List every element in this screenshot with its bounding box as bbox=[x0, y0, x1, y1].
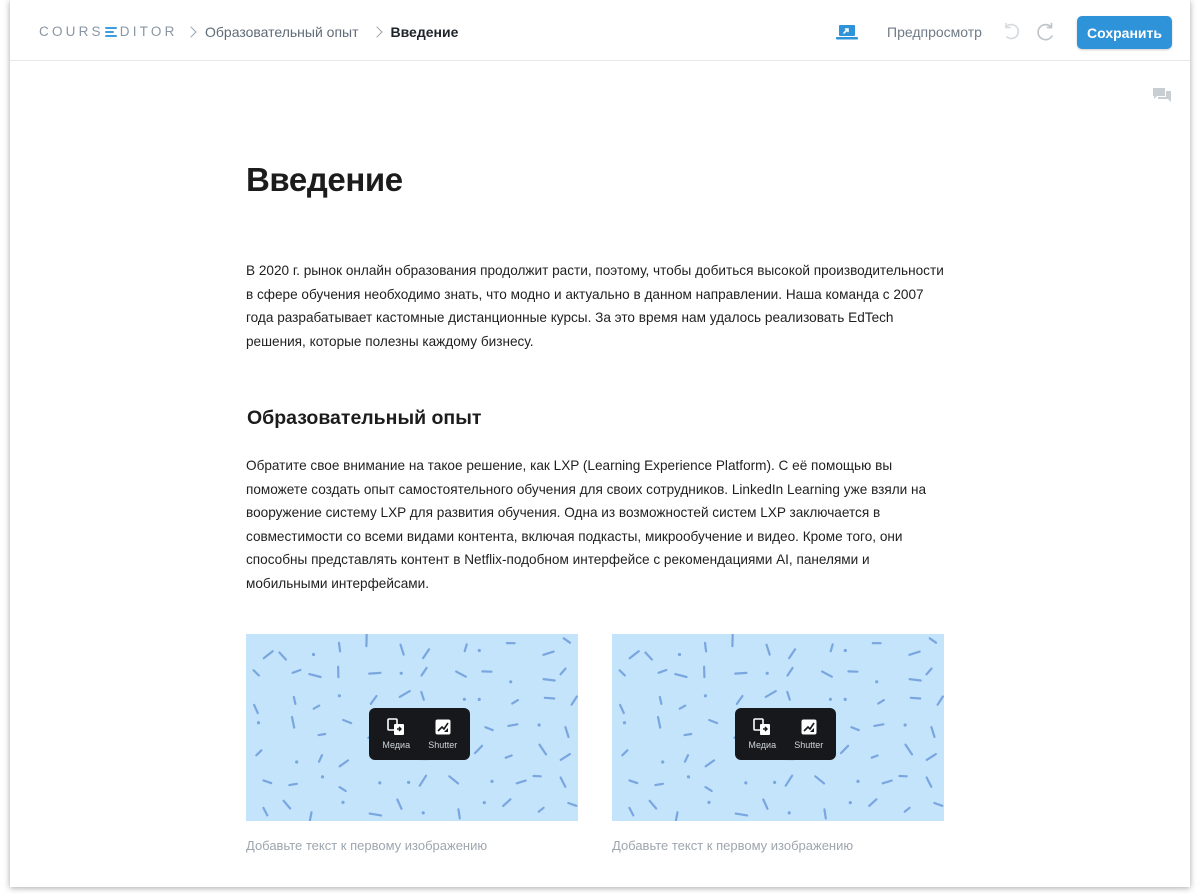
chevron-right-icon bbox=[185, 26, 196, 37]
shutter-button[interactable] bbox=[787, 718, 831, 750]
logo-text-left: COURS bbox=[39, 24, 104, 39]
chevron-right-icon bbox=[371, 26, 382, 37]
image-placeholder[interactable] bbox=[612, 634, 944, 821]
breadcrumb-item-section[interactable]: Образовательный опыт bbox=[205, 24, 359, 40]
image-caption-input[interactable]: Добавьте текст к первому изображению bbox=[612, 838, 854, 853]
preview-button[interactable]: Предпросмотр bbox=[887, 24, 982, 40]
media-label: Медиа bbox=[748, 740, 777, 750]
shutter-icon bbox=[434, 718, 452, 736]
shutter-button[interactable] bbox=[421, 718, 465, 750]
media-button[interactable] bbox=[740, 718, 784, 750]
comments-icon[interactable] bbox=[1152, 86, 1172, 106]
coursediter-logo[interactable] bbox=[39, 24, 178, 40]
image-placeholder[interactable] bbox=[246, 634, 578, 821]
shutter-label: Shutter bbox=[428, 740, 458, 750]
intro-paragraph[interactable]: В 2020 г. рынок онлайн образования продолжит расти, поэтому, чтобы добиться высокой производительности в сфере обучения необходимо знать, что модно и актуально в данном направлении. Наша команда с 2007 года разрабатывает кастомные дистанционные курсы. За это время нам удалось реализовать EdTech решения, которые полезны каждому бизнесу. bbox=[246, 263, 944, 349]
redo-icon[interactable] bbox=[1036, 22, 1056, 42]
save-button[interactable]: Сохранить bbox=[1077, 16, 1172, 49]
image-caption-input[interactable]: Добавьте текст к первому изображению bbox=[246, 838, 488, 853]
shutter-label: Shutter bbox=[794, 740, 824, 750]
laptop-arrow-icon[interactable] bbox=[836, 23, 858, 41]
media-swap-icon bbox=[387, 718, 405, 736]
section-heading[interactable]: Образовательный опыт bbox=[247, 407, 482, 429]
undo-icon[interactable] bbox=[1002, 22, 1020, 40]
logo-text-right: DITOR bbox=[119, 24, 178, 39]
section-paragraph[interactable]: Обратите свое внимание на такое решение, как LXP (Learning Experience Platform). С её помощью вы поможете создать опыт самостоятельного обучения для своих сотрудников. LinkedIn Learning уже взяли на вооружение систему LXP для развития обучения. Одна из возможностей систем LXP заключается в совместимости со всеми видами контента, включая подкасты, микрообучение и видео. Кроме того, они способны представлять контент в Netflix-подобном интерфейсе с рекомендациями AI, панелями и мобильными интерфейсами. bbox=[246, 458, 927, 591]
breadcrumb bbox=[185, 23, 458, 41]
image-toolbar bbox=[369, 708, 470, 760]
editor-window bbox=[10, 0, 1190, 887]
logo-bars-icon bbox=[105, 27, 117, 37]
media-swap-icon bbox=[753, 718, 771, 736]
shutter-icon bbox=[800, 718, 818, 736]
media-label: Медиа bbox=[382, 740, 411, 750]
top-bar bbox=[10, 0, 1190, 61]
media-button[interactable] bbox=[374, 718, 418, 750]
page-title[interactable]: Введение bbox=[246, 161, 403, 198]
breadcrumb-item-current: Введение bbox=[390, 24, 459, 40]
image-toolbar bbox=[735, 708, 836, 760]
